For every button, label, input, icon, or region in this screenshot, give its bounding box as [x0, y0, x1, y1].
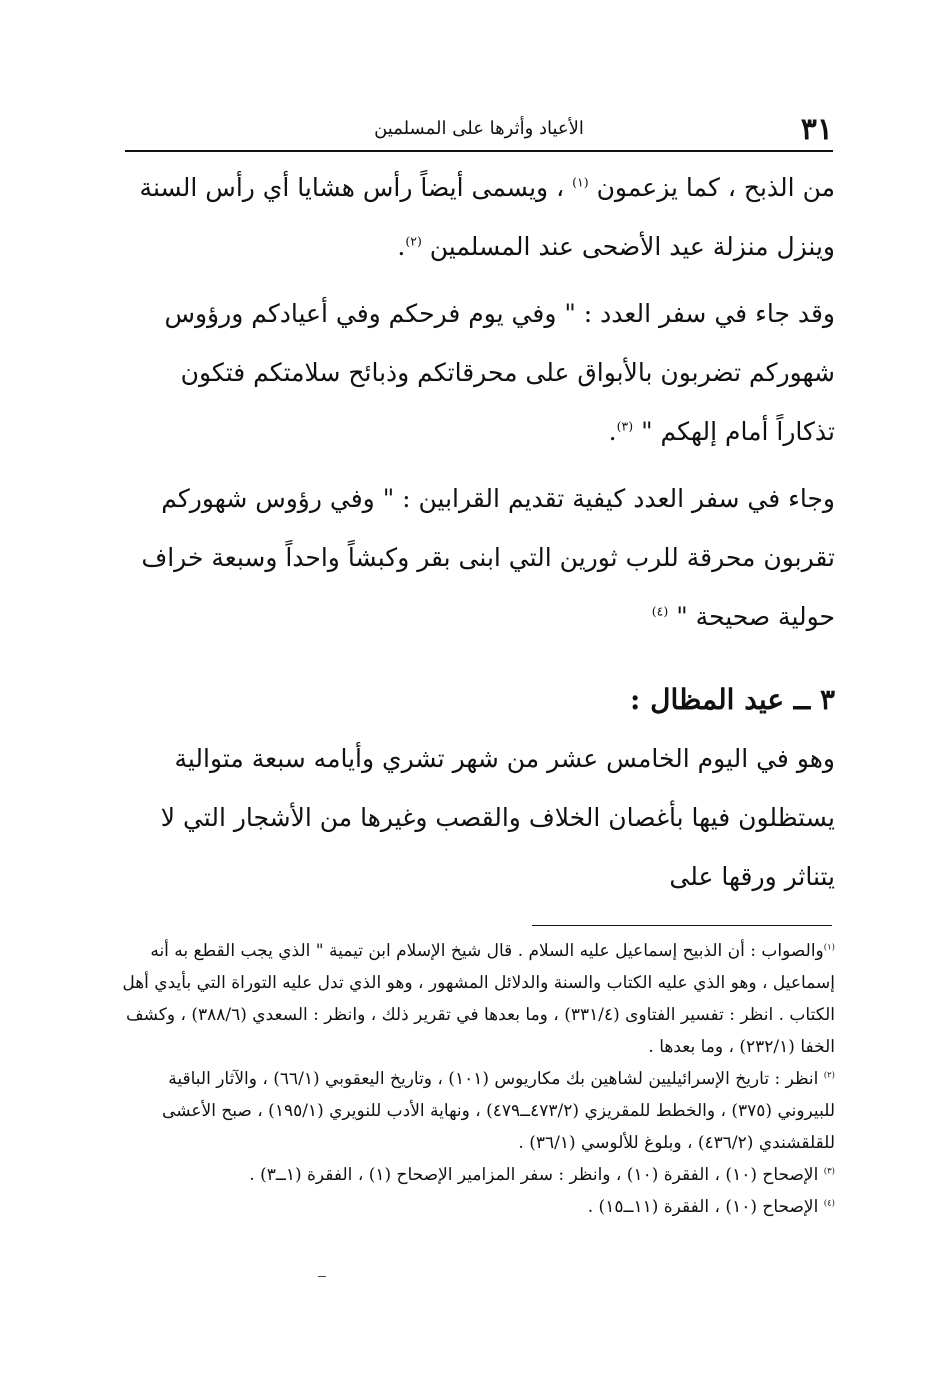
- footnote-number: (٢): [823, 1070, 835, 1081]
- running-title: الأعياد وأثرها على المسلمين: [374, 118, 584, 139]
- paragraph-2: وقد جاء في سفر العدد : " وفي يوم فرحكم وفي أعيادكم ورؤوس شهوركم تضربون بالأبواق على محرقاتكم وذبائح سلامتكم فتكون تذكاراً أمام إلهكم " $^{(٣)}$.: [164, 299, 835, 446]
- footnote-text: الإصحاح (١٠) ، الفقرة (١١ــ١٥) .: [587, 1197, 819, 1217]
- footnote-3: [120, 1159, 835, 1191]
- footnote-rule: [532, 925, 832, 926]
- footnote-4: [120, 1191, 835, 1223]
- footnote-ref-3: (٣): [616, 418, 634, 434]
- paragraph-3-text: وجاء في سفر العدد كيفية تقديم القرابين : " وفي رؤوس شهوركم تقربون محرقة للرب ثورين التي ابنى بقر وكبشاً واحداً وسبعة خراف حولية صحيحة ": [141, 484, 835, 631]
- scan-mark: [318, 1276, 326, 1277]
- paragraph-3: [120, 469, 835, 646]
- footnote-ref-4: (٤): [651, 603, 669, 619]
- paragraph-1-text-a: من الذبح ، كما يزعمون: [596, 173, 835, 202]
- footnote-number: (٣): [823, 1166, 835, 1177]
- footnote-1: [120, 935, 835, 1063]
- footnote-2: [120, 1063, 835, 1159]
- page-header: [125, 112, 833, 146]
- footnote-ref-2: (٢): [405, 233, 422, 249]
- paragraph-1: من الذبح ، كما يزعمون $^{(١)}$ ، ويسمى أيضاً رأس هشايا أي رأس السنة وينزل منزلة عيد الأضحى عند المسلمين $^{(٢)}$.: [139, 173, 835, 261]
- footnote-text: انظر : تاريخ الإسرائيليين لشاهين بك مكاريوس (١٠١) ، وتاريخ اليعقوبي (٦٦/١) ، والآثار الباقية للبيروني (٣٧٥) ، والخطط للمقريزي (٤٧٣/٢ــ٤٧٩) ، ونهاية الأدب للنويري (١٩٥/١) ، صبح الأعشى للقلقشندي (٤٣٦/٢) ، وبلوغ للألوسي (٣٦/١) .: [162, 1069, 835, 1153]
- footnote-ref-1: (١): [572, 174, 589, 190]
- footnote-text: والصواب : أن الذبيح إسماعيل عليه السلام . قال شيخ الإسلام ابن تيمية " الذي يجب القطع به أنه إسماعيل ، وهو الذي عليه الكتاب والسنة والدلائل المشهور ، وهو الذي تدل عليه التوراة التي بأيدي أهل الكتاب . انظر : تفسير الفتاوى (٣٣١/٤) ، وما بعدها في تقرير ذلك ، وانظر : السعدي (٣٨٨/٦) ، وكشف الخفا (٢٣٢/١) ، وما بعدها .: [122, 941, 835, 1057]
- footnotes: [120, 935, 835, 1223]
- footnote-number: (١): [823, 942, 835, 953]
- footnote-text: الإصحاح (١٠) ، الفقرة (١٠) ، وانظر : سفر المزامير الإصحاح (١) ، الفقرة (١ــ٣) .: [249, 1165, 819, 1185]
- header-rule: [125, 150, 833, 152]
- paragraph-4: وهو في اليوم الخامس عشر من شهر تشري وأيامه سبعة متوالية يستظلون فيها بأغصان الخلاف والقصب وغيرها من الأشجار التي لا يتناثر ورقها على: [160, 744, 835, 891]
- paragraph-2-text: وقد جاء في سفر العدد : " وفي يوم فرحكم وفي أعيادكم ورؤوس شهوركم تضربون بالأبواق على محرقاتكم وذبائح سلامتكم فتكون تذكاراً أمام إلهكم ": [164, 299, 835, 446]
- page-number: ٣١: [800, 112, 833, 147]
- footnote-number: (٤): [823, 1198, 835, 1209]
- paragraph-1-text-b: ، ويسمى أيضاً رأس هشايا أي رأس السنة وينزل منزلة عيد الأضحى عند المسلمين: [139, 173, 835, 261]
- body-text: [120, 158, 835, 906]
- section-heading: ٣ ــ عيد المظال :: [630, 683, 835, 716]
